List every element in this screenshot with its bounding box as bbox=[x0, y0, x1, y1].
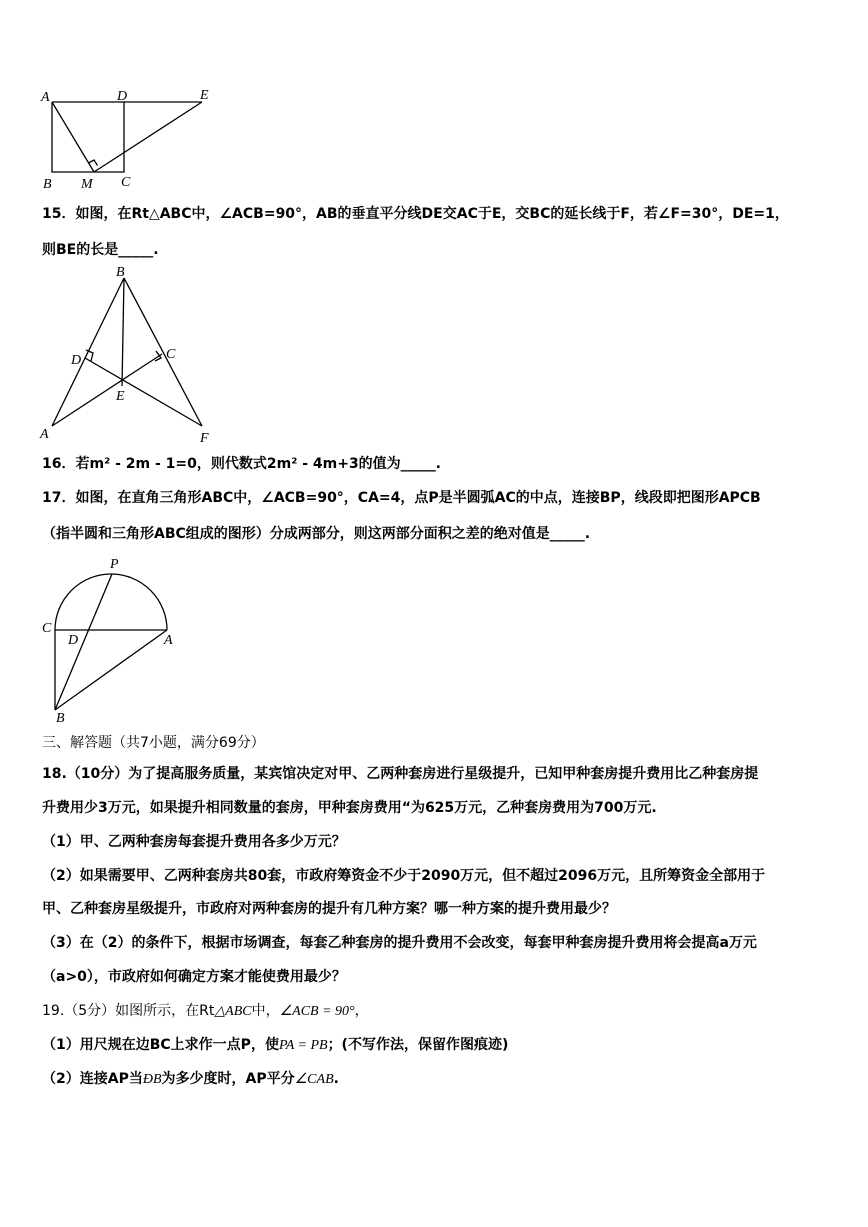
label-p: P bbox=[110, 557, 119, 572]
segment-ba bbox=[52, 278, 124, 426]
q18-sub3-line1: （3）在（2）的条件下，根据市场调查，每套乙种套房的提升费用不会改变，每套甲种套房提升费用将会提高a万元 bbox=[42, 935, 757, 951]
q16-line1: 16．若m² - 2m - 1=0，则代数式2m² - 4m+3的值为_____. bbox=[42, 456, 441, 472]
segment-am bbox=[52, 102, 94, 172]
label-e: E bbox=[200, 88, 209, 103]
label-e: E bbox=[116, 389, 125, 404]
q17-line2: （指半圆和三角形ABC组成的图形）分成两部分，则这两部分面积之差的绝对值是_____. bbox=[42, 526, 591, 542]
q17-line1: 17．如图，在直角三角形ABC中，∠ACB=90°，CA=4，点P是半圆弧AC的中点，连接BP，线段即把图形APCB bbox=[42, 490, 761, 506]
figure-q14 bbox=[36, 82, 226, 194]
label-b: B bbox=[43, 177, 52, 192]
q18-sub2-line1: （2）如果需要甲、乙两种套房共80套，市政府筹资金不少于2090万元，但不超过2096万元，且所筹资金全部用于 bbox=[42, 868, 766, 884]
semicircle-arc bbox=[55, 574, 167, 630]
q19-sub1 bbox=[42, 1035, 508, 1056]
q19-sub2-text-b: 为多少度时，AP平分 bbox=[161, 1071, 295, 1087]
q19-sub2-math1: ÐB bbox=[142, 1072, 162, 1087]
label-d: D bbox=[117, 89, 128, 104]
q19-sub2 bbox=[42, 1069, 339, 1090]
q19-line1-angle: ∠ACB = 90° bbox=[279, 1004, 355, 1019]
segment-be bbox=[122, 278, 124, 386]
q19-sub2-text-c: . bbox=[333, 1071, 339, 1087]
q18-sub3-line2: （a>0），市政府如何确定方案才能使费用最少？ bbox=[42, 969, 346, 985]
segment-ac bbox=[52, 354, 162, 426]
q19-line1-text-b: 中， bbox=[251, 1003, 280, 1019]
label-b: B bbox=[116, 265, 125, 280]
q18-line1: 18.（10分）为了提高服务质量，某宾馆决定对甲、乙两种套房进行星级提升，已知甲种套房提升费用比乙种套房提 bbox=[42, 766, 759, 782]
segment-me bbox=[94, 102, 202, 172]
label-a: A bbox=[40, 427, 49, 442]
label-f: F bbox=[200, 431, 209, 446]
q19-sub2-math2: ∠CAB bbox=[294, 1072, 334, 1087]
q15-line1: 15．如图，在Rt△ABC中，∠ACB=90°，AB的垂直平分线DE交AC于E，交BC的延长线于F，若∠F=30°，DE=1， bbox=[42, 206, 789, 222]
label-b: B bbox=[56, 711, 65, 726]
q19-line1 bbox=[42, 1001, 369, 1022]
label-c: C bbox=[121, 175, 131, 190]
label-a: A bbox=[41, 90, 50, 105]
label-a: A bbox=[164, 633, 173, 648]
q19-sub1-math: PA = PB bbox=[278, 1038, 328, 1053]
q19-line1-triangle: △ABC bbox=[214, 1004, 252, 1019]
label-d: D bbox=[71, 353, 82, 368]
q19-line1-text-c: ， bbox=[354, 1003, 369, 1019]
figure-q17 bbox=[36, 552, 196, 724]
q18-sub2-line2: 甲、乙种套房星级提升，市政府对两种套房的提升有几种方案？哪一种方案的提升费用最少？ bbox=[42, 901, 616, 917]
q18-line2: 升费用少3万元，如果提升相同数量的套房，甲种套房费用“为625万元，乙种套房费用为700万元. bbox=[42, 800, 657, 816]
label-d: D bbox=[68, 633, 79, 648]
figure-q15 bbox=[36, 262, 226, 450]
q18-sub1: （1）甲、乙两种套房每套提升费用各多少万元？ bbox=[42, 834, 346, 850]
q19-line1-text-a: 19.（5分）如图所示，在Rt bbox=[42, 1003, 215, 1019]
label-m: M bbox=[81, 177, 93, 192]
q19-sub2-text-a: （2）连接AP当 bbox=[42, 1071, 143, 1087]
q15-line2: 则BE的长是_____. bbox=[42, 242, 159, 258]
q19-sub1-text-b: ；(不写作法，保留作图痕迹) bbox=[327, 1037, 509, 1053]
label-c: C bbox=[42, 621, 52, 636]
section-three-title: 三、解答题（共7小题，满分69分） bbox=[42, 735, 265, 751]
label-c: C bbox=[166, 347, 176, 362]
q19-sub1-text-a: （1）用尺规在边BC上求作一点P，使 bbox=[42, 1037, 279, 1053]
